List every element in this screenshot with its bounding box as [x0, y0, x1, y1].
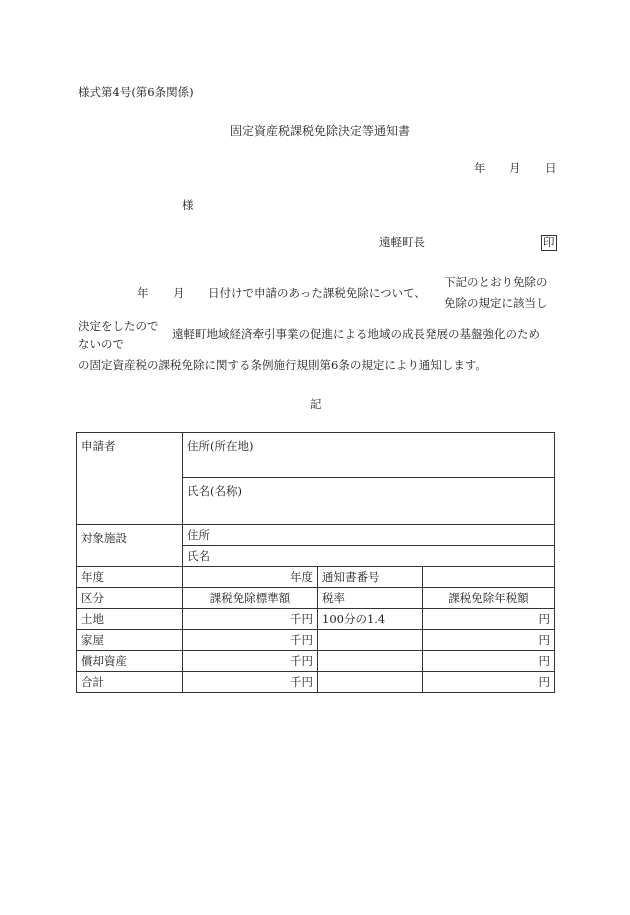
applicant-label: 申請者	[77, 433, 183, 525]
row-category: 土地	[77, 609, 183, 630]
row-category: 合計	[77, 672, 183, 693]
facility-label: 対象施設	[77, 525, 183, 567]
row-standard-amount: 千円	[183, 651, 318, 672]
row-standard-amount: 千円	[183, 672, 318, 693]
applicant-address-field: 住所(所在地)	[183, 433, 555, 478]
table-row	[77, 609, 555, 630]
facility-address-field: 住所	[183, 525, 555, 546]
body-line-3: の固定資産税の課税免除に関する条例施行規則第6条の規定により通知します。	[78, 358, 487, 372]
row-annual-tax: 円	[423, 630, 555, 651]
table-row	[77, 672, 555, 693]
table-row	[77, 630, 555, 651]
row-annual-tax: 円	[423, 672, 555, 693]
table-row	[77, 651, 555, 672]
document-title: 固定資産税課税免除決定等通知書	[230, 124, 411, 138]
row-tax-rate	[318, 672, 423, 693]
row-category: 家屋	[77, 630, 183, 651]
row-tax-rate: 100分の1.4	[318, 609, 423, 630]
annual-tax-header: 課税免除年税額	[423, 588, 555, 609]
row-category: 償却資産	[77, 651, 183, 672]
year-label: 年度	[77, 567, 183, 588]
row-annual-tax: 円	[423, 609, 555, 630]
form-number: 様式第4号(第6条関係)	[78, 85, 194, 99]
application-month: 月	[173, 286, 185, 300]
decided-text: 決定をしたので	[78, 319, 159, 333]
row-tax-rate	[318, 630, 423, 651]
date-year: 年	[474, 161, 486, 175]
addressee-suffix: 様	[182, 198, 194, 212]
row-standard-amount: 千円	[183, 609, 318, 630]
tax-rate-header: 税率	[318, 588, 423, 609]
application-year: 年	[137, 286, 149, 300]
row-standard-amount: 千円	[183, 630, 318, 651]
applicant-name-field: 氏名(名称)	[183, 478, 555, 525]
date-month: 月	[509, 161, 521, 175]
standard-amount-header: 課税免除標準額	[183, 588, 318, 609]
alternative-line-2: 免除の規定に該当し	[444, 296, 548, 310]
application-text: 日付けで申請のあった課税免除について、	[208, 286, 426, 300]
seal-stamp: 印	[543, 235, 555, 249]
notice-number-value	[423, 567, 555, 588]
alternative-line-1: 下記のとおり免除の	[444, 275, 548, 289]
facility-name-field: 氏名	[183, 546, 555, 567]
issuer-name: 遠軽町長	[379, 235, 425, 249]
category-header: 区分	[77, 588, 183, 609]
date-day: 日	[545, 161, 557, 175]
notice-table	[76, 432, 555, 693]
row-annual-tax: 円	[423, 651, 555, 672]
year-value: 年度	[183, 567, 318, 588]
not-decided-text: ないので	[78, 337, 124, 351]
ki-marker: 記	[310, 397, 322, 411]
body-line-2: 遠軽町地域経済牽引事業の促進による地域の成長発展の基盤強化のため	[172, 327, 540, 341]
row-tax-rate	[318, 651, 423, 672]
notice-number-label: 通知書番号	[318, 567, 423, 588]
